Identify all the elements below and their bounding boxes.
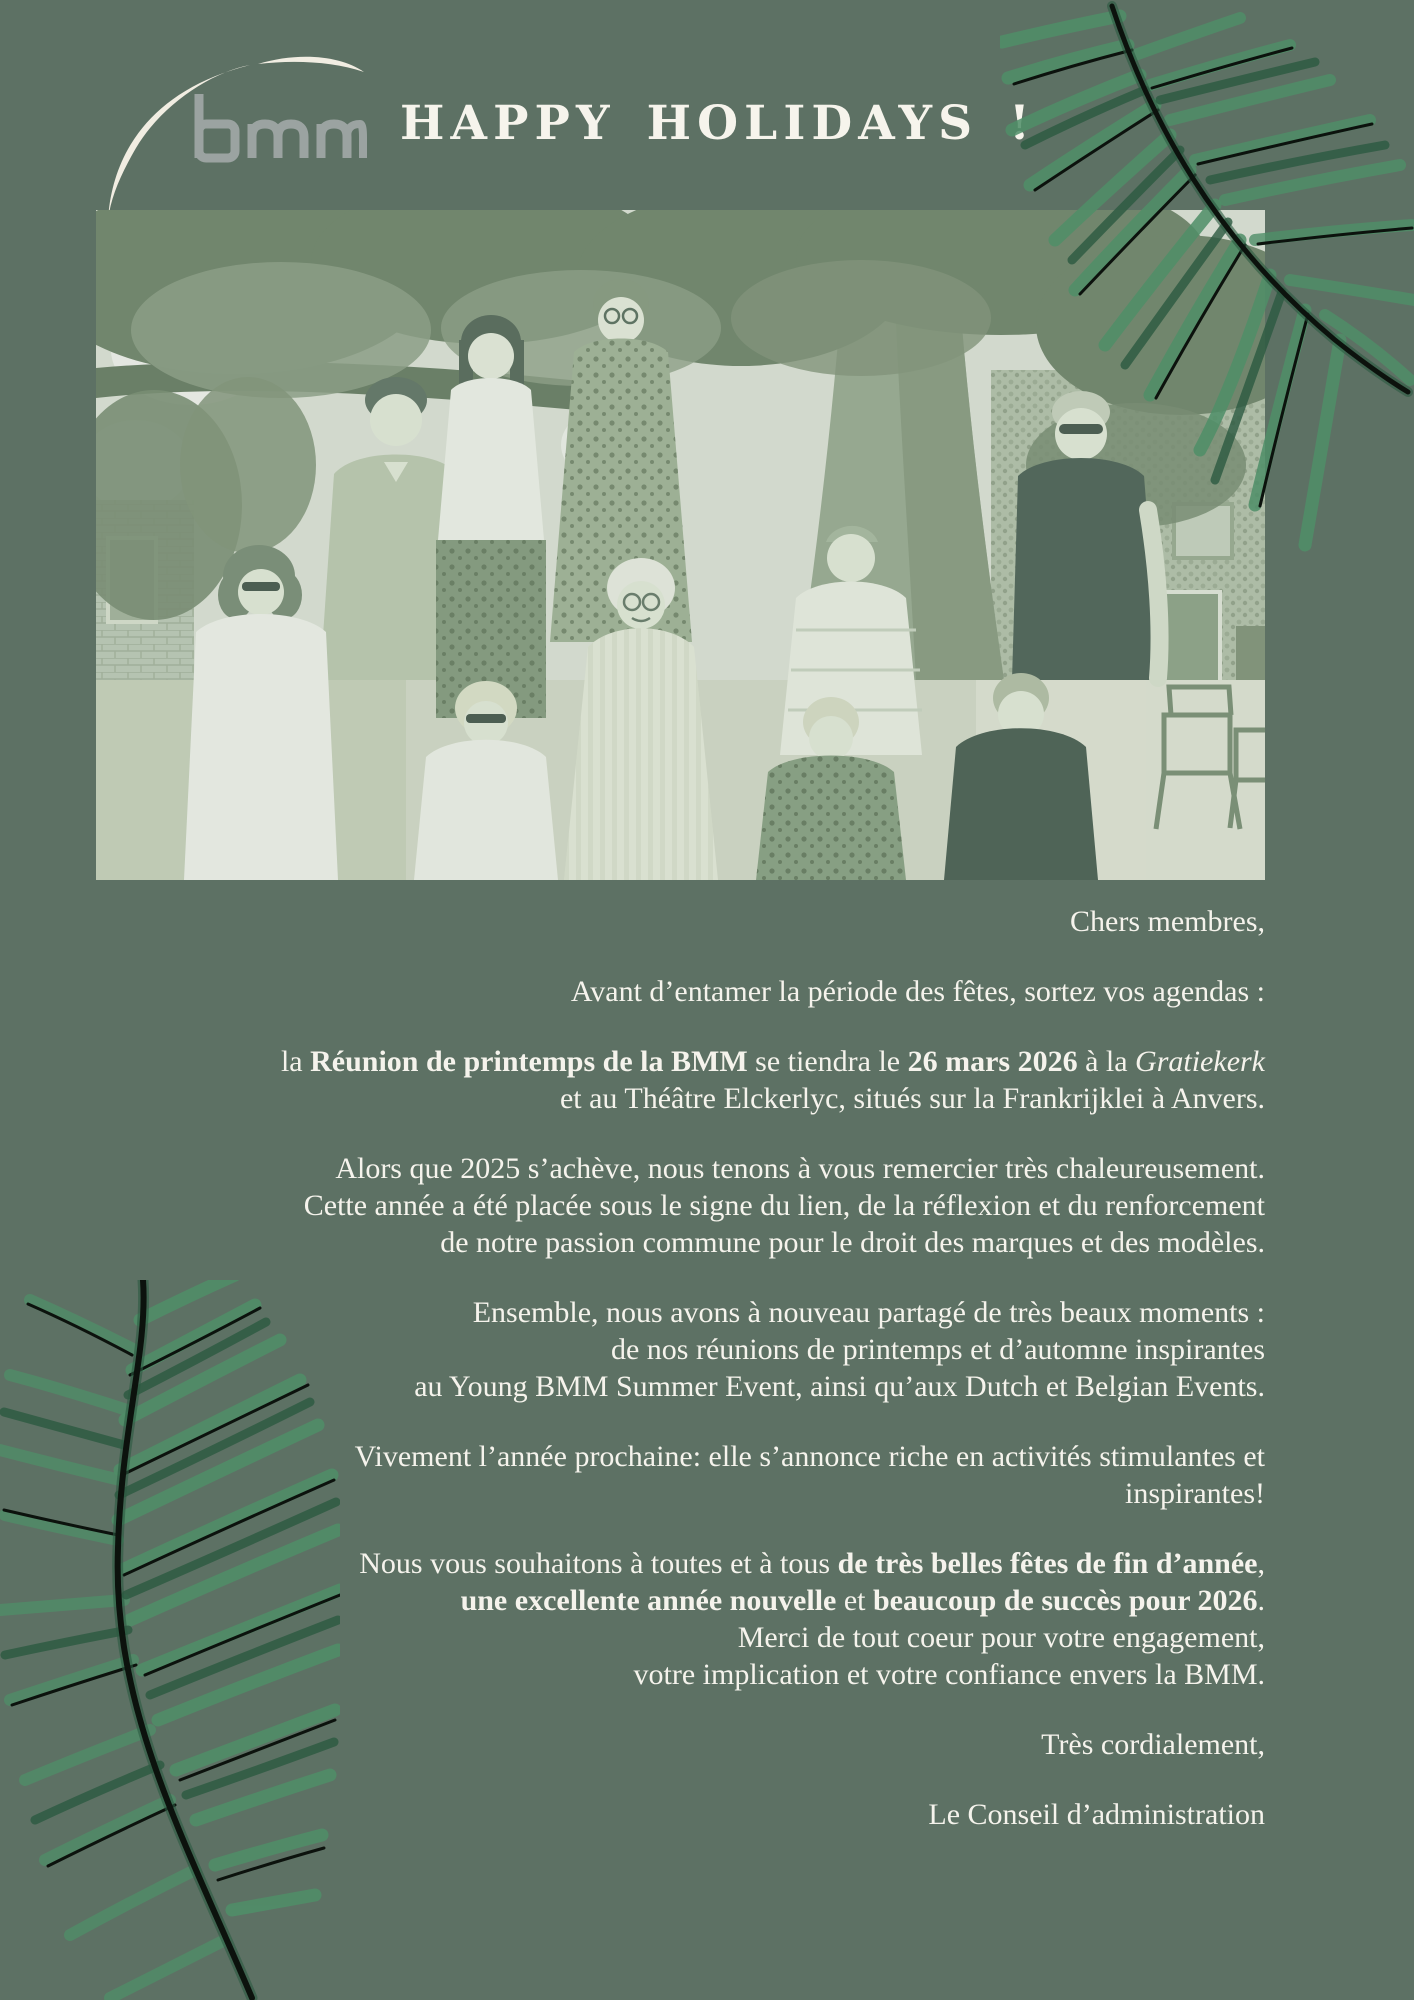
message-paragraph <box>150 1796 1265 1833</box>
page-title: HAPPY HOLIDAYS ! <box>400 96 1036 151</box>
message-paragraph <box>150 973 1265 1010</box>
message-line <box>150 1438 1265 1475</box>
text-segment: se tiendra le <box>747 1045 908 1078</box>
text-segment: de très belles fêtes de fin d’année <box>837 1547 1258 1580</box>
message-line <box>150 1368 1265 1405</box>
text-segment: 26 mars 2026 <box>907 1045 1078 1078</box>
message-line <box>150 903 1265 940</box>
message-line <box>150 1224 1265 1261</box>
message-paragraph <box>150 1043 1265 1117</box>
text-segment: une excellente année nouvelle <box>460 1584 837 1617</box>
message-line <box>150 1656 1265 1693</box>
message-paragraph <box>150 903 1265 940</box>
text-segment: . <box>1257 1584 1265 1617</box>
text-segment: Gratiekerk <box>1135 1045 1265 1078</box>
message-line <box>150 973 1265 1010</box>
text-segment: Merci de tout coeur pour votre engagement, <box>737 1621 1265 1654</box>
message-line <box>150 1043 1265 1080</box>
holiday-message <box>150 903 1265 1833</box>
message-line <box>150 1726 1265 1763</box>
message-line <box>150 1331 1265 1368</box>
text-segment: et au Théâtre Elckerlyc, situés sur la Frankrijklei à Anvers. <box>559 1082 1265 1115</box>
message-line <box>150 1619 1265 1656</box>
text-segment: Le Conseil d’administration <box>928 1798 1265 1831</box>
text-segment: Alors que 2025 s’achève, nous tenons à vous remercier très chaleureusement. <box>335 1152 1265 1185</box>
text-segment: Chers membres, <box>1070 905 1265 938</box>
text-segment: la <box>280 1045 311 1078</box>
text-segment: de nos réunions de printemps et d’automne inspirantes <box>610 1333 1265 1366</box>
message-paragraph <box>150 1545 1265 1693</box>
text-segment: Vivement l’année prochaine: elle s’annonce riche en activités stimulantes et <box>354 1440 1265 1473</box>
message-line <box>150 1080 1265 1117</box>
logo-letters <box>199 94 363 158</box>
text-segment: Très cordialement, <box>1041 1728 1265 1761</box>
message-paragraph <box>150 1294 1265 1405</box>
text-segment: , <box>1257 1547 1265 1580</box>
message-line <box>150 1582 1265 1619</box>
text-segment: Avant d’entamer la période des fêtes, sortez vos agendas : <box>570 975 1265 1008</box>
text-segment: Ensemble, nous avons à nouveau partagé de très beaux moments : <box>472 1296 1265 1329</box>
photo-tint-overlay <box>96 210 1265 880</box>
text-segment: au Young BMM Summer Event, ainsi qu’aux Dutch et Belgian Events. <box>414 1370 1265 1403</box>
message-line <box>150 1294 1265 1331</box>
logo-arc <box>108 65 250 220</box>
logo-arc-tip <box>258 57 364 72</box>
text-segment: Réunion de printemps de la BMM <box>310 1045 748 1078</box>
message-line <box>150 1796 1265 1833</box>
group-photo <box>96 210 1265 880</box>
message-paragraph <box>150 1150 1265 1261</box>
message-line <box>150 1187 1265 1224</box>
message-line <box>150 1150 1265 1187</box>
message-line <box>150 1545 1265 1582</box>
text-segment: et <box>836 1584 873 1617</box>
text-segment: inspirantes! <box>1125 1477 1265 1510</box>
text-segment: votre implication et votre confiance envers la BMM. <box>633 1658 1265 1691</box>
message-paragraph <box>150 1726 1265 1763</box>
message-line <box>150 1475 1265 1512</box>
bmm-logo <box>92 42 367 222</box>
text-segment: Cette année a été placée sous le signe du lien, de la réflexion et du renforcement <box>303 1189 1265 1222</box>
text-segment: de notre passion commune pour le droit des marques et des modèles. <box>440 1226 1265 1259</box>
message-paragraph <box>150 1438 1265 1512</box>
text-segment: à la <box>1077 1045 1136 1078</box>
text-segment: beaucoup de succès pour 2026 <box>873 1584 1258 1617</box>
text-segment: Nous vous souhaitons à toutes et à tous <box>359 1547 838 1580</box>
